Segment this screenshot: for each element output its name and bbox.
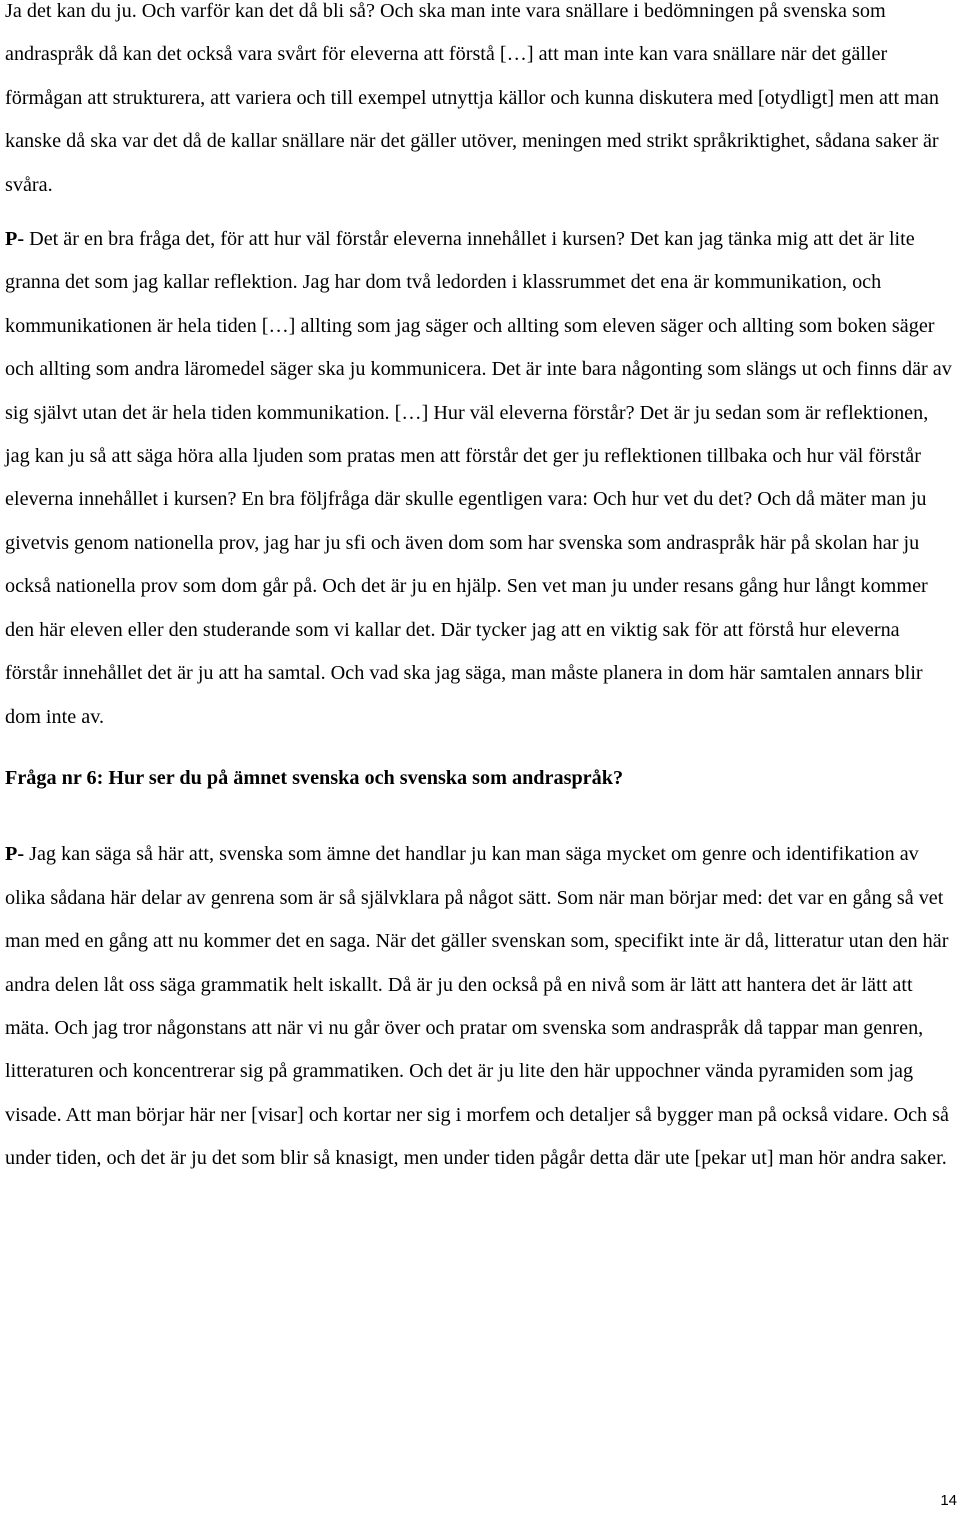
page-number: 14 [940,1492,957,1509]
paragraph-text: Ja det kan du ju. Och varför kan det då bli så? Och ska man inte vara snällare i bedömningen på svenska som andraspråk då kan det också vara svårt för eleverna att förstå […] att man inte kan vara snällare när det gäller förmågan att strukturera, att variera och till exempel utnyttja källor och kunna diskutera med [otydligt] men att man kanske då ska var det då de kallar snällare när det gäller utöver, meningen med strikt språkriktighet, sådana saker är svåra. [5,0,939,196]
speaker-label: P- [5,228,25,251]
document-page [5,0,957,1181]
question-heading: Fråga nr 6: Hur ser du på ämnet svenska och svenska som andraspråk? [5,766,624,789]
speaker-label: P- [5,843,25,866]
paragraph-text: Jag kan säga så här att, svenska som ämne det handlar ju kan man säga mycket om genre och identifikation av olika sådana här delar av genrena som är så självklara på något sätt. Som när man börjar med: det var en gång så vet man med en gång att nu kommer det en saga. När det gäller svenskan som, specifikt inte är då, litteratur utan den här andra delen låt oss säga grammatik helt iskallt. Då är ju den också på en nivå som är lätt att hantera det är lätt att mäta. Och jag tror någonstans att när vi nu går över och pratar om svenska som andraspråk då tappar man genren, litteraturen och koncentrerar sig på grammatiken. Och det är ju lite den här uppochner vända pyramiden som jag visade. Att man börjar här ner [visar] och kortar ner sig i morfem och detaljer så bygger man på också vidare. Och så under tiden, och det är ju det som blir så knasigt, men under tiden pågår detta där ute [pekar ut] man hör andra saker. [5,843,949,1170]
paragraph-text: Det är en bra fråga det, för att hur väl förstår eleverna innehållet i kursen? Det kan jag tänka mig att det är lite granna det som jag kallar reflektion. Jag har dom två ledorden i klassrummet det ena är kommunikation, och kommunikationen är hela tiden […] allting som jag säger och allting som eleven säger och allting som boken säger och allting som andra läromedel säger ska ju kommunicera. Det är inte bara någonting som slängs ut och finns där av sig självt utan det är hela tiden kommunikation. […] Hur väl eleverna förstår? Det är ju sedan som är reflektionen, jag kan ju så att säga höra alla ljuden som pratas men att förstår det ger ju reflektionen tillbaka och hur väl förstår eleverna innehållet i kursen? En bra följfråga där skulle egentligen vara: Och hur vet du det? Och då mäter man ju givetvis genom nationella prov, jag har ju sfi och även dom som har svenska som andraspråk här på skolan har ju också nationella prov som dom går på. Och det är ju en hjälp. Sen vet man ju under resans gång hur långt kommer den här eleven eller den studerande som vi kallar det. Där tycker jag att en viktig sak för att förstå hur eleverna förstår innehållet det är ju att ha samtal. Och vad ska jag säga, man måste planera in dom här samtalen annars blir dom inte av. [5,228,952,728]
body-paragraph [5,0,957,207]
body-paragraph [5,218,957,739]
body-paragraph [5,833,957,1180]
